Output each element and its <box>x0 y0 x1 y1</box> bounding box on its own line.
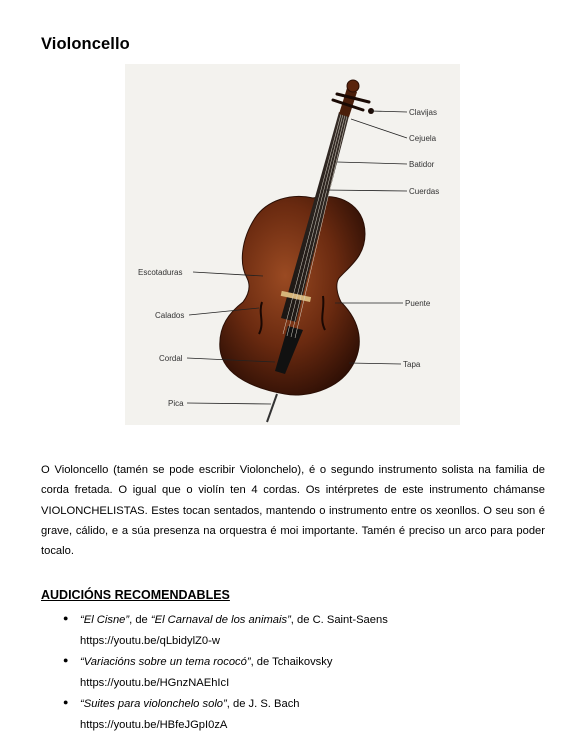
work-title: “Suites para violonchelo solo” <box>80 698 227 710</box>
cello-diagram <box>125 64 460 425</box>
work-title: “Variacións sobre un tema rococó” <box>80 656 251 668</box>
list-item <box>41 694 551 735</box>
page-title: Violoncello <box>41 35 130 53</box>
label-calados: Calados <box>155 311 185 320</box>
work-title: “El Cisne” <box>80 614 130 626</box>
recommendation-link[interactable]: https://youtu.be/HGnzNAEhIcI <box>80 676 230 689</box>
list-item <box>41 610 551 651</box>
list-item <box>41 652 551 693</box>
label-puente: Puente <box>405 299 431 308</box>
bullet-icon: ● <box>63 697 69 707</box>
cello-endpin <box>267 394 277 422</box>
label-batidor: Batidor <box>409 160 435 169</box>
label-tapa: Tapa <box>403 360 421 369</box>
label-cuerdas: Cuerdas <box>409 187 440 196</box>
work-composer: , de C. Saint-Saens <box>290 614 388 626</box>
bullet-icon: ● <box>63 613 69 623</box>
cello-illustration <box>125 64 460 425</box>
cello-scroll <box>347 80 359 92</box>
label-escotaduras: Escotaduras <box>138 268 183 277</box>
label-pica: Pica <box>168 399 184 408</box>
description-paragraph: O Violoncello (tamén se pode escribir Violonchelo), é o segundo instrumento solista na familia de corda fretada. O igual que o violín ten 4 cordas. Os intérpretes de este instrumento chámanse VIOLONCHELISTAS. Estes tocan sentados, mantendo o instrumento entre os xeonllos. O seu son é grave, cálido, e a súa presenza na orquestra é moi importante. Tamén é preciso un arco para poder tocalo. <box>41 464 545 558</box>
recommendations-heading: AUDICIÓNS RECOMENDABLES <box>41 588 230 602</box>
recommendation-title <box>80 694 551 715</box>
recommendation-link[interactable]: https://youtu.be/HBfeJGpI0zA <box>80 718 228 731</box>
recommendation-title <box>80 652 551 673</box>
label-clavijas: Clavijas <box>409 108 438 117</box>
recommendation-link[interactable]: https://youtu.be/qLbidylZ0-w <box>80 634 220 647</box>
work-separator: , de <box>129 614 151 626</box>
work-composer: , de Tchaikovsky <box>250 656 333 668</box>
recommendations-list <box>41 610 551 736</box>
label-cejuela: Cejuela <box>409 134 437 143</box>
bullet-icon: ● <box>63 655 69 665</box>
work-composer: , de J. S. Bach <box>226 698 300 710</box>
work-source: “El Carnaval de los animais” <box>150 614 291 626</box>
recommendation-title <box>80 610 551 631</box>
label-cordal: Cordal <box>159 354 183 363</box>
